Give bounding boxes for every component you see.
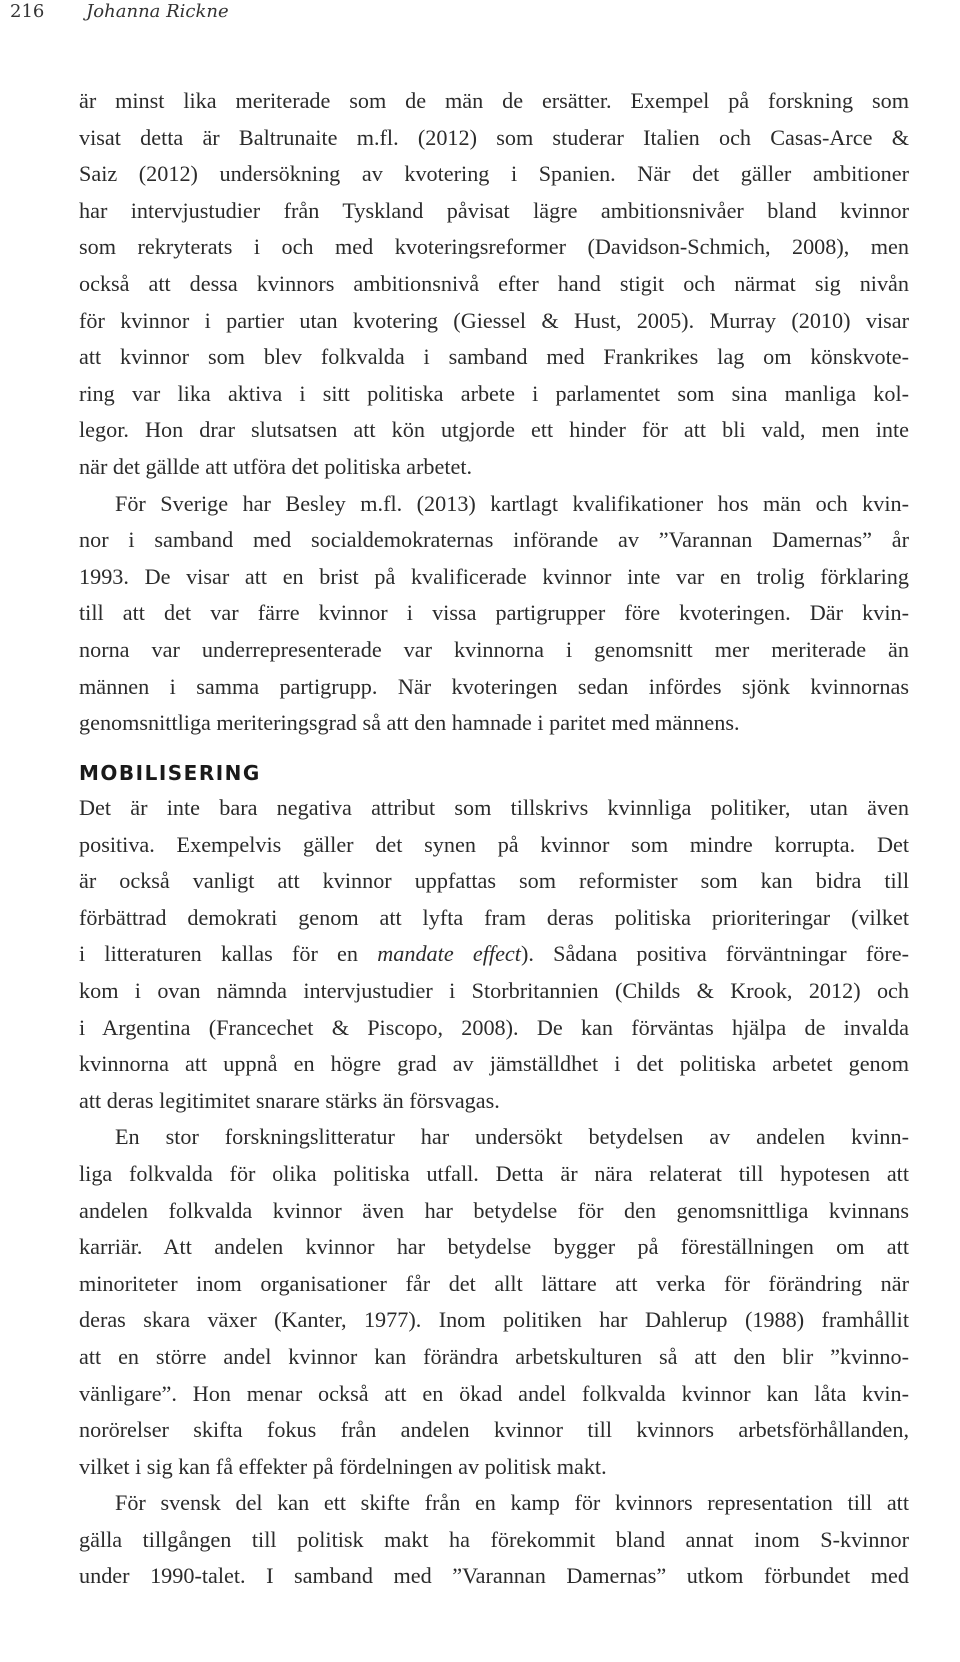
text-line: kom i ovan nämnda intervjustudier i Storbritannien (Childs & Krook, 2012) och <box>79 977 909 1003</box>
text-line: 1993. De visar att en brist på kvalificerade kvinnor inte var en trolig förklaring <box>79 563 909 589</box>
text-line: genomsnittliga meriteringsgrad så att den hamnade i paritet med männens. <box>79 710 740 736</box>
page-number: 216 <box>10 1 45 22</box>
text-line: att kvinnor som blev folkvalda i samband med Frankrikes lag om könskvote- <box>79 344 909 370</box>
text-line: som rekryterats i och med kvoteringsreformer (Davidson-Schmich, 2008), men <box>79 234 909 260</box>
text-line: gälla tillgången till politisk makt ha förekommit bland annat inom S-kvinnor <box>79 1526 909 1552</box>
text-line: positiva. Exempelvis gäller det synen på kvinnor som mindre korrupta. Det <box>79 831 909 857</box>
text-line: till att det var färre kvinnor i vissa partigrupper före kvoteringen. Där kvin- <box>79 600 909 626</box>
text-line: kvinnorna att uppnå en högre grad av jämställdhet i det politiska arbetet genom <box>79 1051 909 1077</box>
text-line: att deras legitimitet snarare stärks än försvagas. <box>79 1087 500 1113</box>
text-line: vänligare”. Hon menar också att en ökad andel folkvalda kvinnor kan låta kvin- <box>79 1380 909 1406</box>
text-line: En stor forskningslitteratur har undersökt betydelsen av andelen kvinn- <box>115 1124 909 1150</box>
text-line: för kvinnor i partier utan kvotering (Giessel & Hust, 2005). Murray (2010) visar <box>79 307 909 333</box>
text-line: andelen folkvalda kvinnor även har betydelse för den genomsnittliga kvinnans <box>79 1197 909 1223</box>
text-segment: ). Sådana positiva förväntningar före- <box>520 941 910 967</box>
text-line: när det gällde att utföra det politiska arbetet. <box>79 453 473 479</box>
text-line: minoriteter inom organisationer får det allt lättare att verka för förändring när <box>79 1270 909 1296</box>
text-line: förbättrad demokrati genom att lyfta fram deras politiska prioriteringar (vilket <box>79 904 909 930</box>
text-segment: i litteraturen kallas för en <box>79 941 378 967</box>
text-line: legor. Hon drar slutsatsen att kön utgjorde ett hinder för att bli vald, men inte <box>79 417 909 443</box>
text-line <box>79 936 909 973</box>
section-heading: MOBILISERING <box>79 761 261 785</box>
text-line: Det är inte bara negativa attribut som tillskrivs kvinnliga politiker, utan även <box>79 795 909 820</box>
text-line: norörelser skifta fokus från andelen kvinnor till kvinnors arbetsförhållanden, <box>79 1417 909 1443</box>
text-line: att en större andel kvinnor kan förändra arbetskulturen så att den blir ”kvinno- <box>79 1343 909 1369</box>
text-line: männen i samma partigrupp. När kvoteringen sedan infördes sjönk kvinnornas <box>79 673 909 699</box>
text-line: För svensk del kan ett skifte från en kamp för kvinnors representation till att <box>115 1490 909 1516</box>
text-line: Saiz (2012) undersökning av kvotering i Spanien. När det gäller ambitioner <box>79 161 909 187</box>
text-line: För Sverige har Besley m.fl. (2013) kartlagt kvalifikationer hos män och kvin- <box>115 490 909 516</box>
text-line: under 1990-talet. I samband med ”Varannan Damernas” utkom förbundet med <box>79 1563 909 1589</box>
text-line: ring var lika aktiva i sitt politiska arbete i parlamentet som sina manliga kol- <box>79 380 909 406</box>
text-line: har intervjustudier från Tyskland påvisat lägre ambitionsnivåer bland kvinnor <box>79 197 909 223</box>
text-line: i Argentina (Francechet & Piscopo, 2008). De kan förväntas hjälpa de invalda <box>79 1014 909 1040</box>
running-header <box>10 0 229 24</box>
author-name: Johanna Rickne <box>86 1 229 22</box>
text-line: är minst lika meriterade som de män de ersätter. Exempel på forskning som <box>79 88 909 113</box>
text-line: liga folkvalda för olika politiska utfall. Detta är nära relaterat till hypotesen att <box>79 1160 909 1186</box>
text-line: norna var underrepresenterade var kvinnorna i genomsnitt mer meriterade än <box>79 636 909 662</box>
text-line: nor i samband med socialdemokraternas införande av ”Varannan Damernas” år <box>79 527 909 553</box>
body-section-1 <box>79 83 909 742</box>
text-line: visat detta är Baltrunaite m.fl. (2012) som studerar Italien och Casas-Arce & <box>79 124 909 150</box>
italic-term: mandate effect <box>377 941 521 967</box>
text-line: deras skara växer (Kanter, 1977). Inom politiken har Dahlerup (1988) framhållit <box>79 1307 909 1333</box>
text-line: också att dessa kvinnors ambitionsnivå efter hand stigit och närmat sig nivån <box>79 270 909 296</box>
text-line: vilket i sig kan få effekter på fördelningen av politisk makt. <box>79 1453 607 1479</box>
body-section-2 <box>79 790 909 1595</box>
text-line: karriär. Att andelen kvinnor har betydelse bygger på föreställningen om att <box>79 1234 909 1260</box>
text-line: är också vanligt att kvinnor uppfattas som reformister som kan bidra till <box>79 868 909 894</box>
